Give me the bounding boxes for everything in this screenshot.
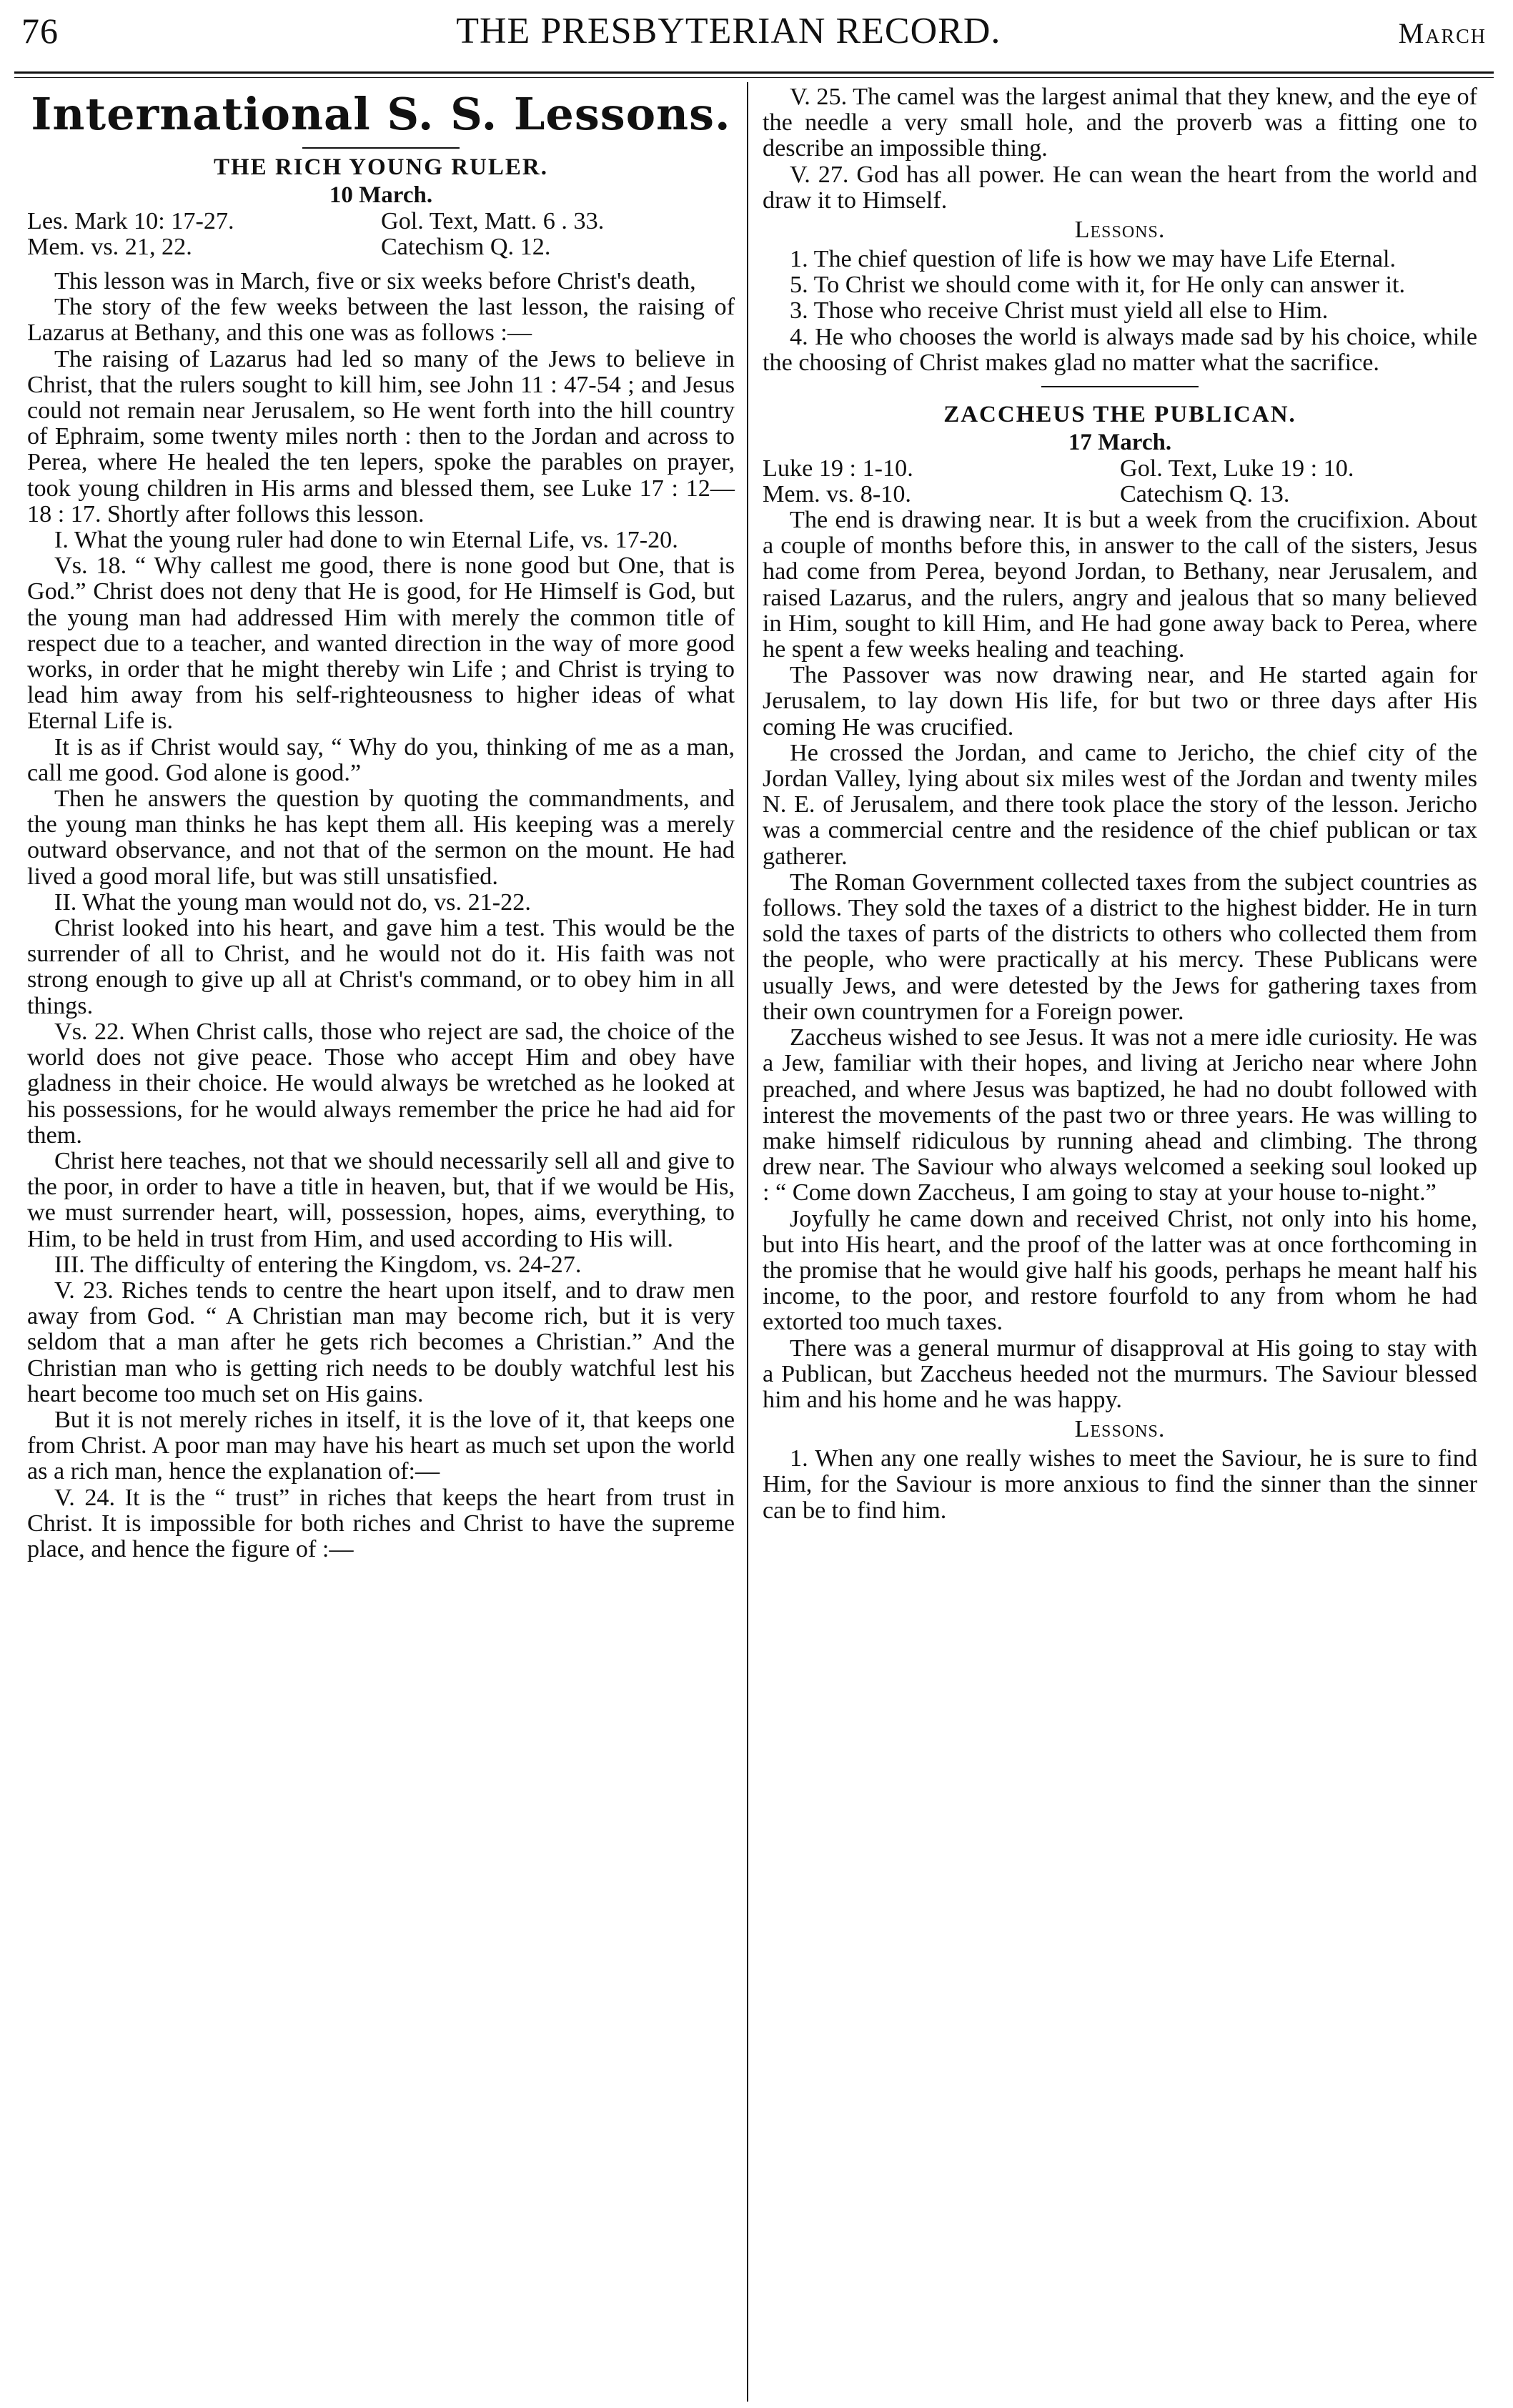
lessons-heading: Lessons. (1074, 1416, 1166, 1443)
paragraph: Vs. 18. “ Why callest me good, there is none good but One, that is God.” Christ does not deny that He is good, for He Himself is God, but the young man had addressed Him with merely the common title of respect due to a teacher, and wanted direction in the way of more good works, in order that he might thereby win Life ; and Christ is trying to lead him away from his self-righteousness to higher ideas of what Eternal Life is. (27, 553, 735, 735)
journal-title: THE PRESBYTERIAN RECORD. (456, 11, 1001, 51)
paragraph: Joyfully he came down and received Christ, not only into his home, but into His heart, and the proof of the latter was at once forthcoming in the promise that he would give half his goods, perhaps he meant half his income, to the poor, and restore fourfold to any from whom he had extorted too much taxes. (763, 1205, 1477, 1336)
paragraph: The Roman Government collected taxes from the subject countries as follows. They sold the taxes of a district to the highest bidder. He in turn sold the taxes of parts of the districts to others who collected them from the people, who were practically at his mercy. These Publicans were usually Jews, and were detested by the Jews for gathering taxes from their own countrymen for a Foreign power. (763, 868, 1477, 1025)
section-heading: II. What the young man would not do, vs. 21-22. (54, 888, 531, 916)
catechism-ref: Catechism Q. 12. (381, 234, 551, 260)
paragraph: But it is not merely riches in itself, it is the love of it, that keeps one from Christ. A poor man may have his heart as much set upon the world as a rich man, hence the explanation of:— (27, 1406, 735, 1485)
lesson-point: 1. When any one really wishes to meet the Saviour, he is sure to find Him, for the Saviour is more anxious to find the sinner than the sinner can be to find him. (763, 1445, 1477, 1524)
title-rule (302, 147, 460, 149)
paragraph: Zaccheus wished to see Jesus. It was not a mere idle curiosity. He was a Jew, familiar with their hopes, and living at Jericho near where John preached, and where Jesus was baptized, he had no doubt followed with interest the movements of the past two or three years. He was willing to make himself ridiculous by running ahead and climbing. The throng drew near. The Saviour who always welcomed a seeking soul looked up : “ Come down Zaccheus, I am going to stay at your house to-night.” (763, 1024, 1477, 1207)
column-divider (747, 82, 748, 2402)
lesson-point: 5. To Christ we should come with it, for He only can answer it. (790, 272, 1406, 299)
lesson-point: 4. He who chooses the world is always made sad by his choice, while the choosing of Christ makes glad no matter what the sacrifice. (763, 323, 1477, 376)
lesson-title: ZACCHEUS THE PUBLICAN. (943, 402, 1296, 428)
left-column (27, 84, 735, 1562)
paragraph: The end is drawing near. It is but a week from the crucifixion. About a couple of months before this, in answer to the call of the sisters, Jesus had come from Perea, beyond Jordan, to Bethany, near Jerusalem, and raised Lazarus, and the rulers, angry and jealous that so many believed in Him, sought to kill Him, and He had gone away back to Perea, where he spent a few weeks healing and teaching. (763, 507, 1477, 663)
lesson-passage: Luke 19 : 1-10. (763, 455, 913, 482)
catechism-ref: Catechism Q. 13. (1120, 481, 1290, 508)
lesson-point: 1. The chief question of life is how we may have Life Eternal. (790, 246, 1397, 273)
running-head (21, 10, 1487, 60)
paragraph: There was a general murmur of disapproval at His going to stay with a Publican, but Zaccheus heeded not the murmurs. The Saviour blessed him and his home and he was happy. (763, 1334, 1477, 1413)
paragraph: Christ looked into his heart, and gave him a test. This would be the surrender of all to Christ, and he would not do it. His faith was not strong enough to give up all at Christ's command, or to obey him in all things. (27, 915, 735, 1019)
page-number: 76 (21, 11, 59, 51)
lesson-point: 3. Those who receive Christ must yield all else to Him. (790, 297, 1329, 324)
paragraph: Then he answers the question by quoting the commandments, and the young man thinks he has kept them all. His keeping was a merely outward observance, and not that of the sermon on the mount. He had lived a good moral life, but was still unsatisfied. (27, 786, 735, 890)
section-heading: III. The difficulty of entering the Kingdom, vs. 24-27. (54, 1251, 582, 1278)
paragraph: Christ here teaches, not that we should necessarily sell all and give to the poor, in order to have a title in heaven, but, that if we would be His, we must surrender heart, will, possession, hopes, aims, everything, to Him, to be held in trust from Him, and used according to His will. (27, 1147, 735, 1252)
golden-text: Gol. Text, Luke 19 : 10. (1120, 455, 1354, 482)
lesson-date: 10 March. (329, 182, 433, 208)
paragraph: This lesson was in March, five or six weeks before Christ's death, (54, 268, 696, 294)
section-rule (1041, 386, 1199, 387)
memory-verses: Mem. vs. 21, 22. (27, 234, 192, 260)
memory-verses: Mem. vs. 8-10. (763, 481, 911, 508)
golden-text: Gol. Text, Matt. 6 . 33. (381, 208, 605, 234)
lessons-heading: Lessons. (1074, 217, 1166, 244)
paragraph: It is as if Christ would say, “ Why do you, thinking of me as a man, call me good. God alone is good.” (27, 733, 735, 786)
issue-month: March (1398, 17, 1487, 49)
lesson-references (763, 456, 1477, 507)
header-rule (14, 71, 1494, 74)
paragraph: V. 23. Riches tends to centre the heart upon itself, and to draw men away from God. “ A Christian man may become rich, but it is very seldom that a man after he gets rich becomes a Christian.” And the Christian man who is getting rich needs to be doubly watchful lest his heart become too much set on His gains. (27, 1277, 735, 1407)
paragraph: V. 27. God has all power. He can wean the heart from the world and draw it to Himself. (763, 161, 1477, 214)
lesson-passage: Les. Mark 10: 17-27. (27, 208, 234, 234)
paragraph: V. 24. It is the “ trust” in riches that keeps the heart from trust in Christ. It is impossible for both riches and Christ to have the supreme place, and hence the figure of :— (27, 1484, 735, 1562)
lesson-date: 17 March. (1068, 430, 1172, 456)
section-heading: I. What the young ruler had done to win Eternal Life, vs. 17-20. (54, 527, 678, 554)
right-column (763, 84, 1477, 1524)
paragraph: The raising of Lazarus had led so many of the Jews to believe in Christ, that the rulers sought to kill him, see John 11 : 47-54 ; and Jesus could not remain near Jerusalem, so He went forth into the hill country of Ephraim, some twenty miles north : then to the Jordan and across to Perea, where He healed the ten lepers, spoke the parables on prayer, took young children in His arms and blessed them, see Luke 17 : 12—18 : 17. Shortly after follows this lesson. (27, 345, 735, 527)
series-title: International S. S. Lessons. (31, 88, 731, 140)
paragraph: The Passover was now drawing near, and He started again for Jerusalem, to lay down His life, for but two or three days after His coming He was crucified. (763, 662, 1477, 740)
paragraph: Vs. 22. When Christ calls, those who reject are sad, the choice of the world does not give peace. Those who accept Him and obey have gladness in their choice. He would always be wretched as he looked at his possessions, for he would always remember the price he had aid for them. (27, 1018, 735, 1149)
lesson-title: THE RICH YOUNG RULER. (214, 154, 548, 180)
paragraph: The story of the few weeks between the last lesson, the raising of Lazarus at Bethany, and this one was as follows :— (27, 294, 735, 347)
header-rule-thin (14, 77, 1494, 78)
lesson-references (27, 209, 735, 260)
paragraph: He crossed the Jordan, and came to Jericho, the chief city of the Jordan Valley, lying about six miles west of the Jordan and twenty miles N. E. of Jerusalem, and there took place the story of the lesson. Jericho was a commercial centre and the residence of the chief publican or tax gatherer. (763, 739, 1477, 870)
paragraph: V. 25. The camel was the largest animal that they knew, and the eye of the needle a very small hole, and the proverb was a fitting one to describe an impossible thing. (763, 84, 1477, 162)
